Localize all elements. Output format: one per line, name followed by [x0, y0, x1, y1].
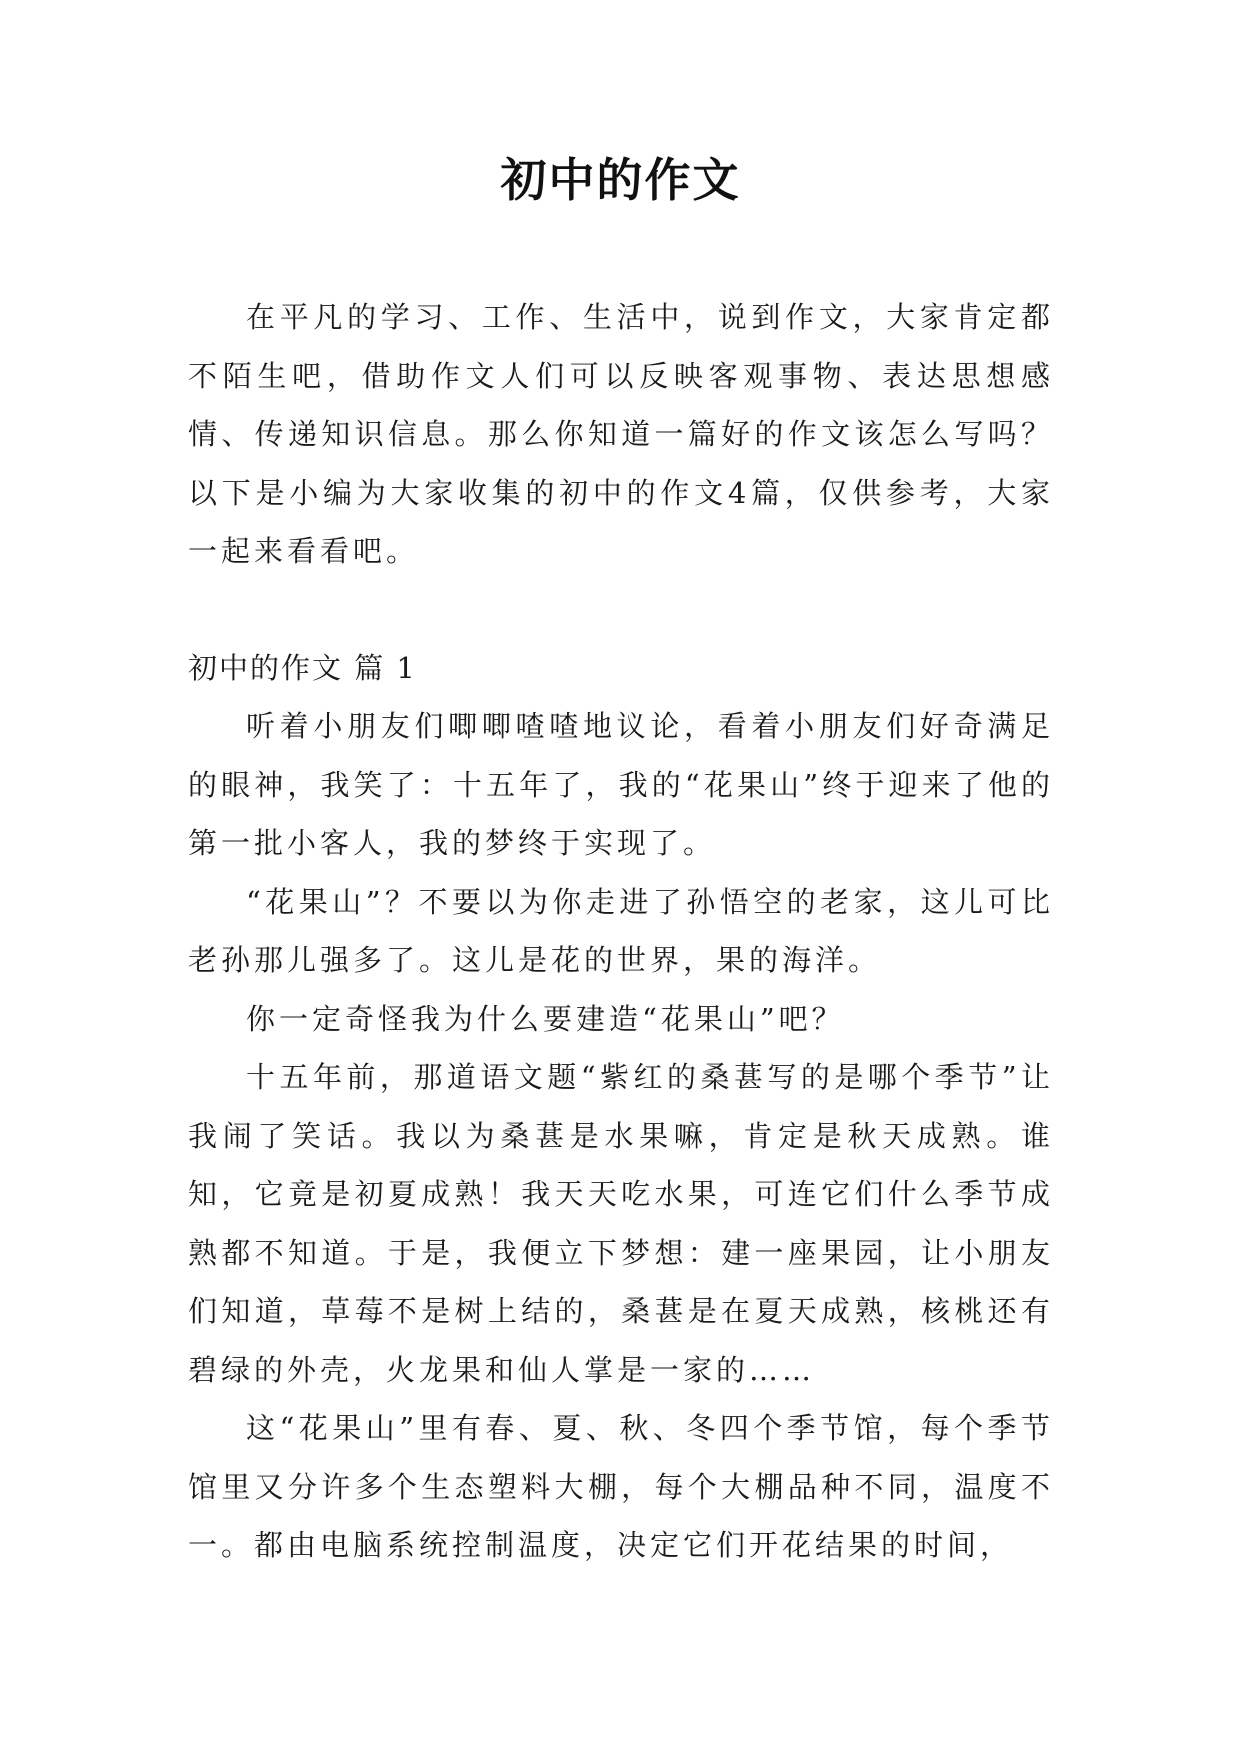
- intro-paragraph: 在平凡的学习、工作、生活中，说到作文，大家肯定都不陌生吧，借助作文人们可以反映客观事物、表达思想感情、传递知识信息。那么你知道一篇好的作文该怎么写吗？以下是小编为大家收集的初中的作文4篇，仅供参考，大家一起来看看吧。: [188, 300, 1054, 568]
- body-paragraph: 听着小朋友们唧唧喳喳地议论，看着小朋友们好奇满足的眼神，我笑了：十五年了，我的“花果山”终于迎来了他的第一批小客人，我的梦终于实现了。: [188, 709, 1054, 860]
- section-heading: 初中的作文 篇 1: [188, 650, 417, 685]
- body-paragraph: 这“花果山”里有春、夏、秋、冬四个季节馆，每个季节馆里又分许多个生态塑料大棚，每个大棚品种不同，温度不一。都由电脑系统控制温度，决定它们开花结果的时间，: [188, 1411, 1054, 1562]
- body-paragraph: 十五年前，那道语文题“紫红的桑葚写的是哪个季节”让我闹了笑话。我以为桑葚是水果嘛，肯定是秋天成熟。谁知，它竟是初夏成熟！我天天吃水果，可连它们什么季节成熟都不知道。于是，我便立下梦想：建一座果园，让小朋友们知道，草莓不是树上结的，桑葚是在夏天成熟，核桃还有碧绿的外壳，火龙果和仙人掌是一家的……: [188, 1060, 1054, 1387]
- document-title: 初中的作文: [500, 153, 741, 207]
- body-paragraph: “花果山”？不要以为你走进了孙悟空的老家，这儿可比老孙那儿强多了。这儿是花的世界，果的海洋。: [188, 884, 1054, 977]
- document-body: [188, 288, 1054, 1575]
- body-paragraph: 你一定奇怪我为什么要建造“花果山”吧？: [246, 1001, 845, 1036]
